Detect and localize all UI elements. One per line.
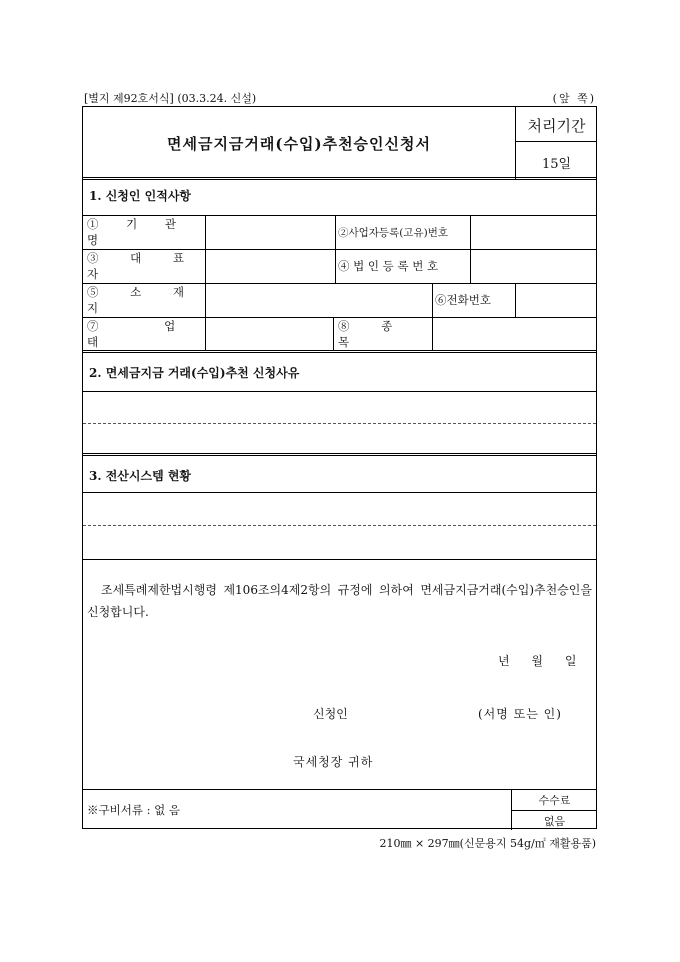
divider — [83, 350, 596, 353]
date-line: 년 월 일 — [498, 654, 577, 668]
divider — [515, 283, 516, 317]
processing-period-label: 처리기간 — [527, 116, 586, 135]
paper-spec-note: 210㎜ × 297㎜(신문용지 54g/㎡ 재활용품) — [379, 837, 596, 850]
label-address: ⑤ 소 재 지 — [87, 285, 199, 315]
system-line-2[interactable] — [87, 526, 592, 556]
label-representative: ③ 대 표 자 — [87, 251, 199, 281]
processing-period-value: 15일 — [541, 156, 572, 172]
reason-line-2[interactable] — [87, 424, 592, 454]
form-reference: [별지 제92호서식] (03.3.24. 신설) — [84, 92, 257, 105]
divider — [515, 141, 596, 142]
divider — [432, 317, 433, 351]
section3-heading: 3. 전산시스템 현황 — [89, 469, 192, 483]
divider — [333, 317, 334, 351]
signature-label: (서명 또는 인) — [478, 707, 562, 721]
label-business-type: ⑦ 업 태 — [87, 319, 176, 349]
fee-label: 수수료 — [538, 794, 571, 807]
form-title: 면세금지금거래(수입)추천승인신청서 — [166, 134, 432, 153]
divider — [205, 215, 206, 351]
section2-heading: 2. 면세금지금 거래(수입)추천 신청사유 — [89, 366, 300, 380]
divider — [83, 453, 596, 456]
system-line-1[interactable] — [87, 493, 592, 523]
page-side-label: (앞 쪽) — [552, 92, 596, 105]
label-business-item: ⑧ 종 목 — [338, 319, 393, 349]
application-form — [82, 106, 597, 829]
input-address[interactable] — [207, 283, 429, 317]
applicant-label: 신청인 — [313, 707, 348, 721]
input-representative[interactable] — [207, 249, 335, 283]
input-business-reg-number[interactable] — [472, 215, 596, 249]
divider — [83, 559, 596, 560]
divider — [83, 177, 596, 180]
divider — [335, 215, 336, 283]
section1-heading: 1. 신청인 인적사항 — [89, 189, 192, 203]
input-business-item[interactable] — [435, 317, 595, 351]
attachments-note: ※구비서류 : 없 음 — [87, 803, 180, 817]
divider — [470, 215, 471, 283]
label-phone: ⑥전화번호 — [435, 293, 491, 307]
reason-line-1[interactable] — [87, 392, 592, 422]
label-business-reg-number: ②사업자등록(고유)번호 — [338, 226, 448, 239]
statement-text: 조세특례제한법시행령 제106조의4제2항의 규정에 의하여 면세금지금거래(수입)추천승인을 신청합니다. — [87, 583, 592, 619]
input-corp-reg-number[interactable] — [472, 249, 596, 283]
addressee: 국세청장 귀하 — [293, 755, 374, 769]
divider — [432, 283, 433, 317]
input-business-type[interactable] — [207, 317, 333, 351]
fee-value: 없음 — [543, 814, 566, 828]
input-phone[interactable] — [517, 283, 595, 317]
label-agency-name: ① 기 관 명 — [87, 217, 189, 247]
label-corp-reg-number: ④ 법 인 등 록 번 호 — [338, 259, 439, 273]
input-agency-name[interactable] — [207, 215, 335, 249]
